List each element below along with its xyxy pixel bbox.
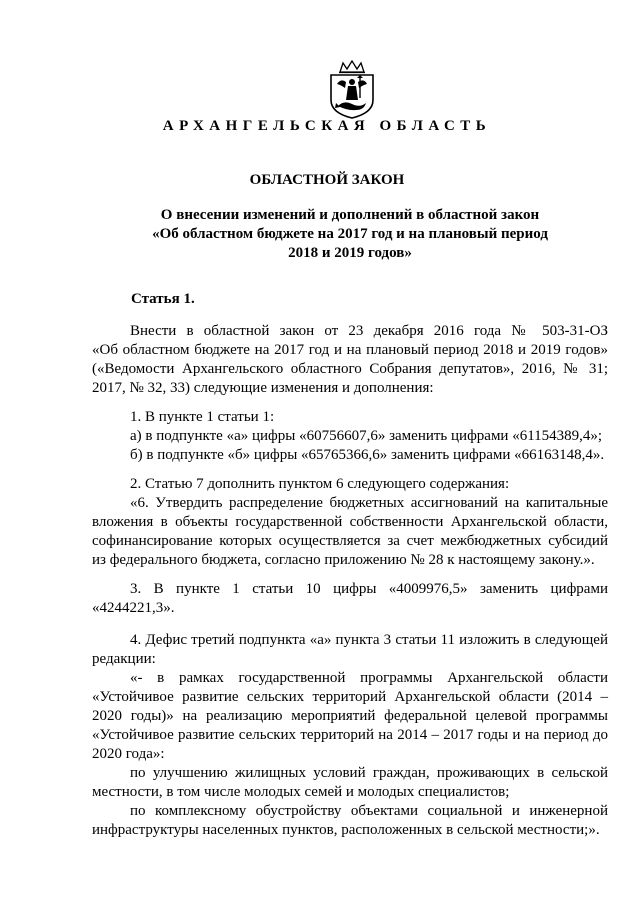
text-line: «4244221,3». [92,600,175,616]
text-line: 3. В пункте 1 статьи 10 цифры «4009976,5» заменить цифрами [130,581,608,597]
title-line: «Об областном бюджете на 2017 год и на плановый период [152,226,548,242]
text-line: инфраструктуры населенных пунктов, расположенных в сельской местности;». [92,822,600,838]
coat-of-arms-icon [326,60,378,120]
item-4 [92,631,608,840]
text-line: 1. В пункте 1 статьи 1: [130,409,275,425]
item-3 [92,580,608,618]
title-line: 2018 и 2019 годов» [288,245,412,261]
text-line: а) в подпункте «а» цифры «60756607,6» заменить цифрами «61154389,4»; [130,428,603,444]
intro-paragraph [92,322,608,398]
text-line: по комплексному обустройству объектами социальной и инженерной [130,803,608,819]
text-line: 2020 годы)» на реализацию мероприятий федеральной целевой программы [92,708,608,724]
text-line: «Об областном бюджете на 2017 год и на плановый период 2018 и 2019 годов» [92,342,608,358]
text-line: 2020 года»: [92,746,165,762]
text-line: «6. Утвердить распределение бюджетных ассигнований на капитальные [130,495,608,511]
text-line: «Устойчивое развитие сельских территорий Архангельской области (2014 – [92,689,608,705]
text-line: софинансирование которых осуществляется за счет межбюджетных субсидий [92,533,608,549]
title-line: О внесении изменений и дополнений в областной закон [160,207,540,223]
item-1 [92,408,608,465]
text-line: местности, в том числе молодых семей и молодых специалистов; [92,784,510,800]
text-line: по улучшению жилищных условий граждан, проживающих в сельской [130,765,608,781]
text-line: из федерального бюджета, согласно приложению № 28 к настоящему закону.». [92,552,595,568]
text-line: б) в подпункте «б» цифры «65765366,6» заменить цифрами «66163148,4». [130,447,605,463]
document-title [120,206,580,263]
document-type: ОБЛАСТНОЙ ЗАКОН [249,172,405,188]
item-2 [92,475,608,570]
text-line: Внести в областной закон от 23 декабря 2016 года № 503-31-ОЗ [130,323,608,339]
text-line: 2. Статью 7 дополнить пунктом 6 следующего содержания: [130,476,510,492]
text-line: «Устойчивое развитие сельских территорий на 2014 – 2017 годы и на период до [92,727,608,743]
text-line: 4. Дефис третий подпункта «а» пункта 3 статьи 11 изложить в следующей [130,632,608,648]
text-line: 2017, № 32, 33) следующие изменения и дополнения: [92,380,434,396]
article-heading: Статья 1. [131,291,195,307]
region-heading: АРХАНГЕЛЬСКАЯ ОБЛАСТЬ [162,118,492,134]
text-line: вложения в объекты государственной собственности Архангельской области, [92,514,608,530]
text-line: («Ведомости Архангельского областного Собрания депутатов», 2016, № 31; [92,361,608,377]
text-line: «- в рамках государственной программы Архангельской области [130,670,608,686]
text-line: редакции: [92,651,156,667]
